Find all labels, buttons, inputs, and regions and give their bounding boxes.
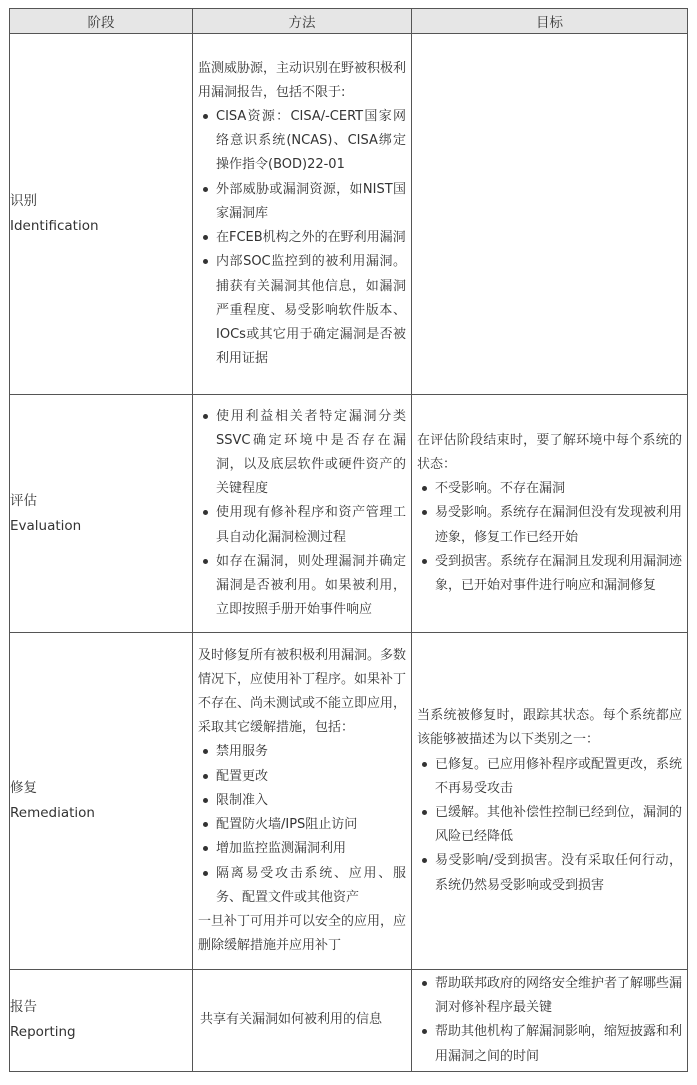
stage-name-en: Reporting: [10, 1024, 76, 1041]
method-cell: [193, 395, 412, 633]
list-item: 外部威胁或漏洞资源，如NIST国家漏洞库: [198, 178, 406, 226]
list-item: 内部SOC监控到的被利用漏洞。捕获有关漏洞其他信息，如漏洞严重程度、易受影响软件版本、IOCs或其它用于确定漏洞是否被利用证据: [198, 250, 406, 371]
list-item: 配置防火墙/IPS阻止访问: [198, 813, 406, 837]
table-row-identification: [10, 34, 688, 395]
list-item: 易受影响。系统存在漏洞但没有发现被利用迹象，修复工作已经开始: [417, 501, 682, 549]
header-stage: 阶段: [10, 9, 193, 34]
list-item: 如存在漏洞，则处理漏洞并确定漏洞是否被利用。如果被利用，立即按照手册开始事件响应: [198, 550, 406, 623]
stage-cell: [10, 34, 193, 395]
list-item: 禁用服务: [198, 740, 406, 764]
table-row-reporting: [10, 970, 688, 1072]
stage-name-en: Evaluation: [10, 517, 82, 534]
stage-name-cn: 识别: [10, 193, 37, 209]
vulnerability-process-table: [9, 8, 688, 1072]
method-cell: [193, 970, 412, 1072]
stage-name-cn: 报告: [10, 999, 37, 1016]
list-item: 已缓解。其他补偿性控制已经到位，漏洞的风险已经降低: [417, 801, 682, 849]
method-cell: [193, 633, 412, 970]
stage-name-en: Identification: [10, 218, 99, 234]
list-item: 帮助联邦政府的网络安全维护者了解哪些漏洞对修补程序最关键: [417, 972, 682, 1020]
list-item: 增加监控监测漏洞利用: [198, 837, 406, 861]
method-intro: 监测威胁源，主动识别在野被积极利用漏洞报告，包括不限于:: [198, 60, 407, 100]
header-goal: 目标: [412, 9, 688, 34]
stage-name-en: Remediation: [10, 805, 95, 821]
goal-cell: [412, 395, 688, 633]
list-item: 配置更改: [198, 765, 406, 789]
stage-cell: [10, 970, 193, 1072]
list-item: 隔离易受攻击系统、应用、服务、配置文件或其他资产: [198, 862, 406, 910]
goal-intro: 当系统被修复时，跟踪其状态。每个系统都应该能够被描述为以下类别之一：: [417, 708, 682, 748]
list-item: 使用利益相关者特定漏洞分类SSVC确定环境中是否存在漏洞，以及底层软件或硬件资产的关键程度: [198, 405, 406, 502]
method-list: [198, 405, 406, 623]
table-row-remediation: [10, 633, 688, 970]
stage-name-cn: 评估: [10, 492, 37, 509]
list-item: CISA资源：CISA/-CERT国家网络意识系统(NCAS)、CISA绑定操作指令(BOD)22-01: [198, 105, 406, 178]
stage-cell: [10, 395, 193, 633]
list-item: 在FCEB机构之外的在野利用漏洞: [198, 226, 406, 250]
goal-cell: [412, 970, 688, 1072]
header-method: 方法: [193, 9, 412, 34]
list-item: 帮助其他机构了解漏洞影响，缩短披露和利用漏洞之间的时间: [417, 1020, 682, 1068]
goal-cell: [412, 34, 688, 395]
goal-intro: 在评估阶段结束时，要了解环境中每个系统的状态：: [417, 432, 682, 472]
method-list: [198, 740, 406, 909]
table-header-row: [10, 9, 688, 34]
list-item: 使用现有修补程序和资产管理工具自动化漏洞检测过程: [198, 501, 406, 549]
method-intro: 及时修复所有被积极利用漏洞。多数情况下，应使用补丁程序。如果补丁不存在、尚未测试或不能立即应用，采取其它缓解措施，包括：: [198, 647, 407, 736]
list-item: 易受影响/受到损害。没有采取任何行动，系统仍然易受影响或受到损害: [417, 849, 682, 897]
goal-cell: [412, 633, 688, 970]
goal-list: [417, 477, 682, 598]
stage-name-cn: 修复: [10, 780, 37, 796]
goal-list: [417, 972, 682, 1069]
method-outro: 一旦补丁可用并可以安全的应用，应删除缓解措施并应用补丁: [198, 913, 407, 954]
list-item: 不受影响。不存在漏洞: [417, 477, 682, 501]
list-item: 限制准入: [198, 789, 406, 813]
goal-list: [417, 753, 682, 898]
stage-cell: [10, 633, 193, 970]
table-row-evaluation: [10, 395, 688, 633]
list-item: 受到损害。系统存在漏洞且发现利用漏洞迹象，已开始对事件进行响应和漏洞修复: [417, 550, 682, 598]
method-list: [198, 105, 406, 371]
method-text: 共享有关漏洞如何被利用的信息: [200, 1012, 383, 1028]
list-item: 已修复。已应用修补程序或配置更改，系统不再易受攻击: [417, 753, 682, 801]
method-cell: [193, 34, 412, 395]
